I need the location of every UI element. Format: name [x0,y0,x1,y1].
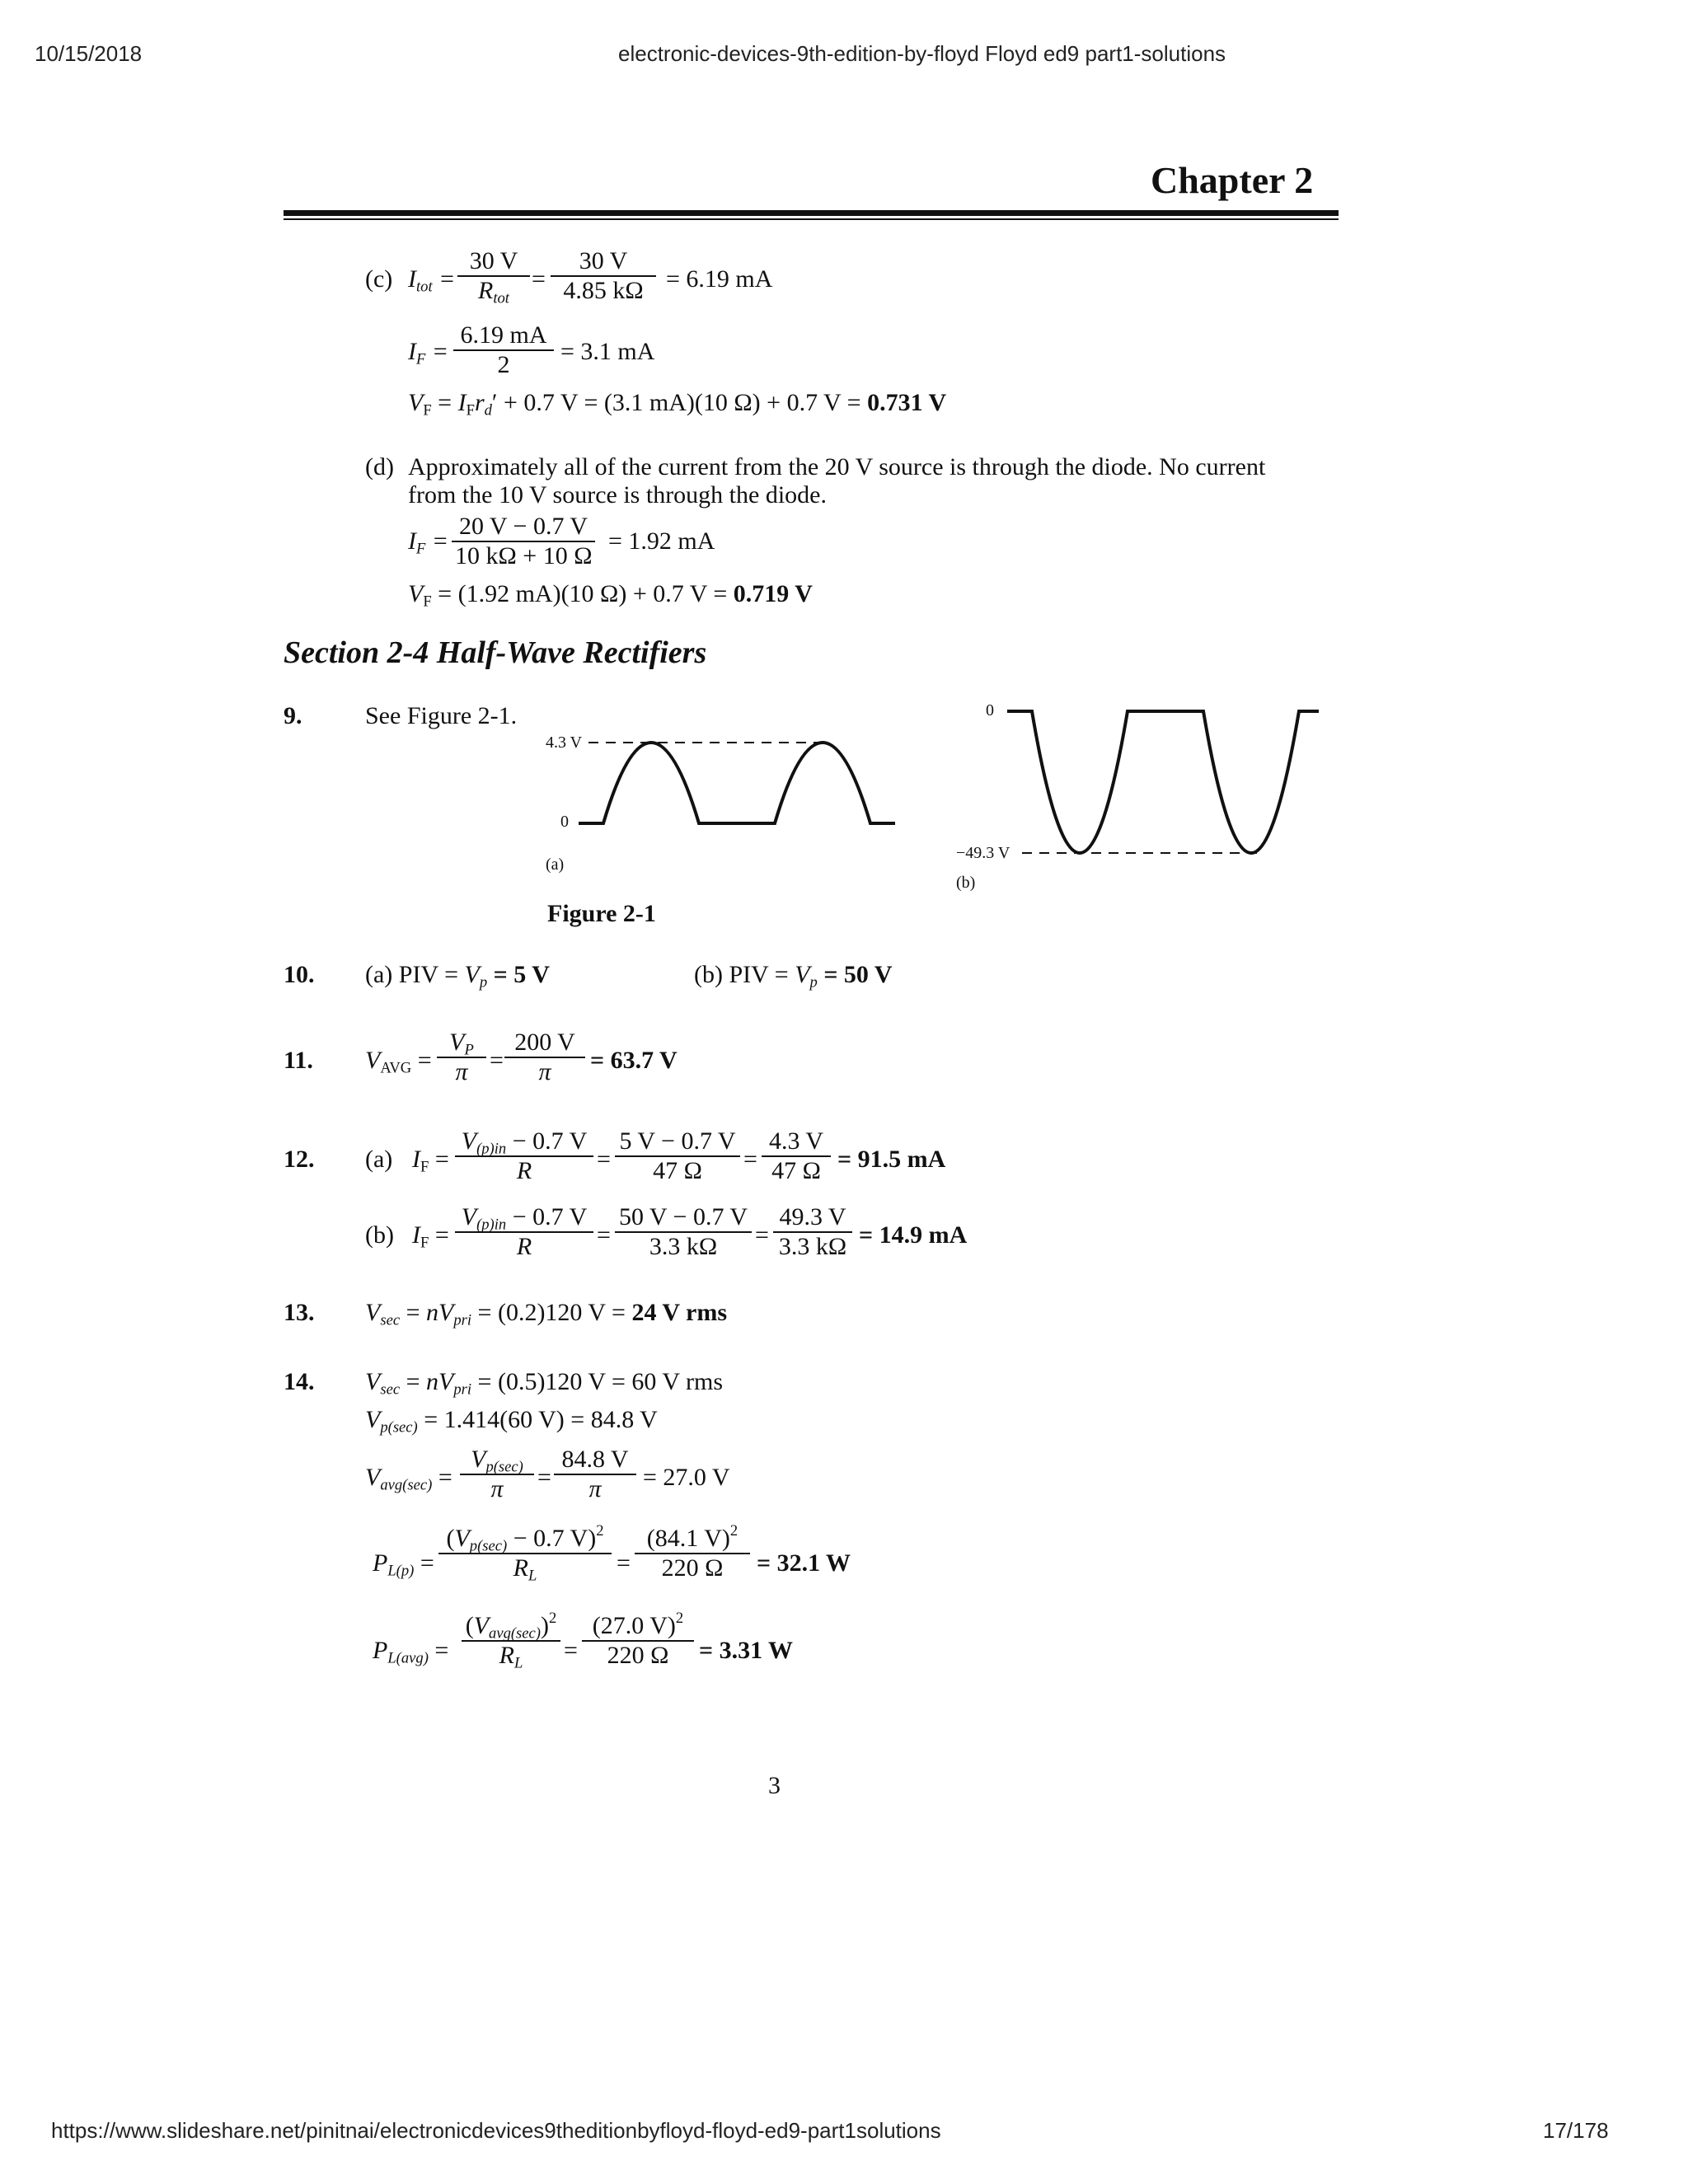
fig-b-label: (b) [956,874,976,892]
problem-14-vavg-frac1: $V_{p(sec)}$ π [460,1446,534,1503]
problem-12-a-result: = 91.5 mA [837,1146,946,1173]
problem-14-vavg-lhs: $V_{avg(sec)}$ = [365,1464,452,1494]
problem-14-plp-result: = 32.1 W [757,1549,851,1577]
problem-10-a: (a) PIV = $V_p = 5$ V [365,961,550,991]
fig-a-peak-label: 4.3 V [546,733,583,752]
figure-caption: Figure 2-1 [547,900,656,927]
problem-12-b-eq1: = [597,1221,611,1249]
problem-14-plavg-result: = 3.31 W [699,1637,794,1664]
problem-12-b-frac2: $\frac{50 V - 0.7 V}{3.3 k\Omega}$ [615,1203,752,1261]
part-c-if-result: = 3.1 mA [560,338,655,365]
problem-11-eq: = [490,1047,504,1074]
part-c-vf: $V_F = I_Fr_d' + 0.7$ V = (3.1 mA)(10 Ω) + 0.7 V = 0.731 V [408,389,947,419]
chapter-rule-thin [284,218,1339,220]
problem-14-vavg-eq: = [537,1464,551,1491]
problem-12-b-eq2: = [755,1221,769,1249]
problem-12-b-result: = 14.9 mA [859,1221,968,1249]
problem-12-a-frac2: $\frac{5 V - 0.7 V}{47 \Omega}$ [615,1127,740,1185]
problem-14-plavg-frac2: $\frac{(27.0 V)^2}{220 \Omega}$ [582,1612,694,1670]
part-d-if-result: = 1.92 mA [608,527,715,555]
problem-14-vavg-result: = 27.0 V [643,1464,730,1491]
problem-14-plavg-eq: = [564,1637,578,1664]
figure-2-1a [528,721,915,886]
problem-10-b: (b) PIV = $V_p = 50$ V [694,961,893,991]
problem-12-b-lhs: $I_F$ = [412,1221,449,1252]
fig-a-label: (a) [546,855,565,874]
part-c-frac2: $\frac{30 V}{4.85 k\Omega}$ [551,247,656,305]
part-c-result: = 6.19 mA [666,265,773,293]
part-d-label: (d) [365,453,394,480]
problem-14-plp-frac1: ($V_{p(sec)} - 0.7$ V)$^2$ $R_L$ [438,1525,612,1582]
print-title: electronic-devices-9th-edition-by-floyd Floyd ed9 part1-solutions [618,41,1226,66]
problem-11-frac2: $\frac{200 V}{\pi}$ [504,1029,585,1086]
part-d-vf: $V_F = (1.92$ mA)(10 Ω) + 0.7 V = 0.719 V [408,580,813,611]
problem-14-line1: $V_{sec} = nV_{pri} = (0.5)120$ V = 60 V rms [365,1368,724,1399]
section-heading: Section 2-4 Half-Wave Rectifiers [284,635,707,670]
chapter-rule-thick [284,210,1339,216]
problem-14-plavg-lhs: $P_{L(avg)}$ = [373,1637,449,1667]
problem-12-b-label: (b) [365,1221,394,1249]
problem-14-vavg-frac2: $\frac{84.8 V}{\pi}$ [554,1446,636,1503]
fig-b-waveform [1007,711,1319,853]
problem-14-plavg-frac1: $(V_{avg(sec)})^2$ $R_L$ [462,1612,560,1670]
part-c-lhs: $I_{tot}$ = [408,265,456,296]
problem-9-text: See Figure 2-1. [365,702,518,729]
problem-11-frac1: $\frac{V_P}{\pi}$ [437,1029,486,1086]
part-c-if-lhs: $I_F$ = [408,338,449,368]
part-d-text-line1: Approximately all of the current from the 20 V source is through the diode. No current [408,453,1266,480]
fig-a-waveform [579,743,895,823]
problem-12-a-eq2: = [743,1146,757,1173]
part-c-if-frac: $\frac{6.19 mA}{2}$ [453,321,554,379]
problem-12-a-frac1: $\frac{V_{(p)in} - 0.7 V}{R}$ [455,1127,593,1185]
fig-b-peak-label: −49.3 V [956,844,1010,862]
part-d-text-line2: from the 10 V source is through the diode. [408,481,827,509]
problem-9-number: 9. [284,702,302,729]
problem-12-a-eq1: = [597,1146,611,1173]
problem-11-lhs: $V_{AVG}$ = [365,1047,432,1077]
print-page-count: 17/178 [1543,2118,1609,2143]
print-url: https://www.slideshare.net/pinitnai/electronicdevices9theditionbyfloyd-floyd-ed9-part1solutions [51,2118,941,2143]
problem-14-line2: $V_{p(sec)} = 1.414(60$ V) = 84.8 V [365,1406,658,1436]
problem-12-number: 12. [284,1146,315,1173]
chapter-title: Chapter 2 [1151,159,1314,201]
problem-14-plp-frac2: $\frac{(84.1 V)^2}{220 \Omega}$ [635,1525,750,1582]
problem-12-a-lhs: $I_F$ = [412,1146,449,1176]
problem-10-number: 10. [284,961,315,988]
problem-12-a-frac3: $\frac{4.3 V}{47 \Omega}$ [762,1127,831,1185]
part-d-if-frac: $\frac{20 V - 0.7 V}{10 k\Omega + 10 \Omega}$ [452,513,595,570]
part-c-label: (c) [365,265,393,293]
problem-14-plp-lhs: $P_{L(p)}$ = [373,1549,434,1580]
problem-13-equation: $V_{sec} = nV_{pri} = (0.2)120$ V = 24 V rms [365,1299,727,1329]
part-c-eq: = [532,265,546,293]
problem-14-plp-eq: = [617,1549,631,1577]
problem-12-b-frac1: $\frac{V_{(p)in} - 0.7 V}{R}$ [455,1203,593,1261]
fig-a-zero-label: 0 [560,813,569,831]
figure-2-1b [940,696,1335,902]
problem-12-b-frac3: $\frac{49.3 V}{3.3 k\Omega}$ [773,1203,852,1261]
problem-11-number: 11. [284,1047,313,1074]
problem-11-result: = 63.7 V [590,1047,678,1074]
page-number: 3 [768,1772,781,1799]
part-d-if-lhs: $I_F$ = [408,527,449,558]
problem-13-number: 13. [284,1299,315,1326]
fig-b-zero-label: 0 [986,701,994,719]
problem-12-a-label: (a) [365,1146,393,1173]
part-c-frac1: 30 V $R_{tot}$ [457,247,530,305]
print-date: 10/15/2018 [35,41,143,66]
problem-14-number: 14. [284,1368,315,1395]
